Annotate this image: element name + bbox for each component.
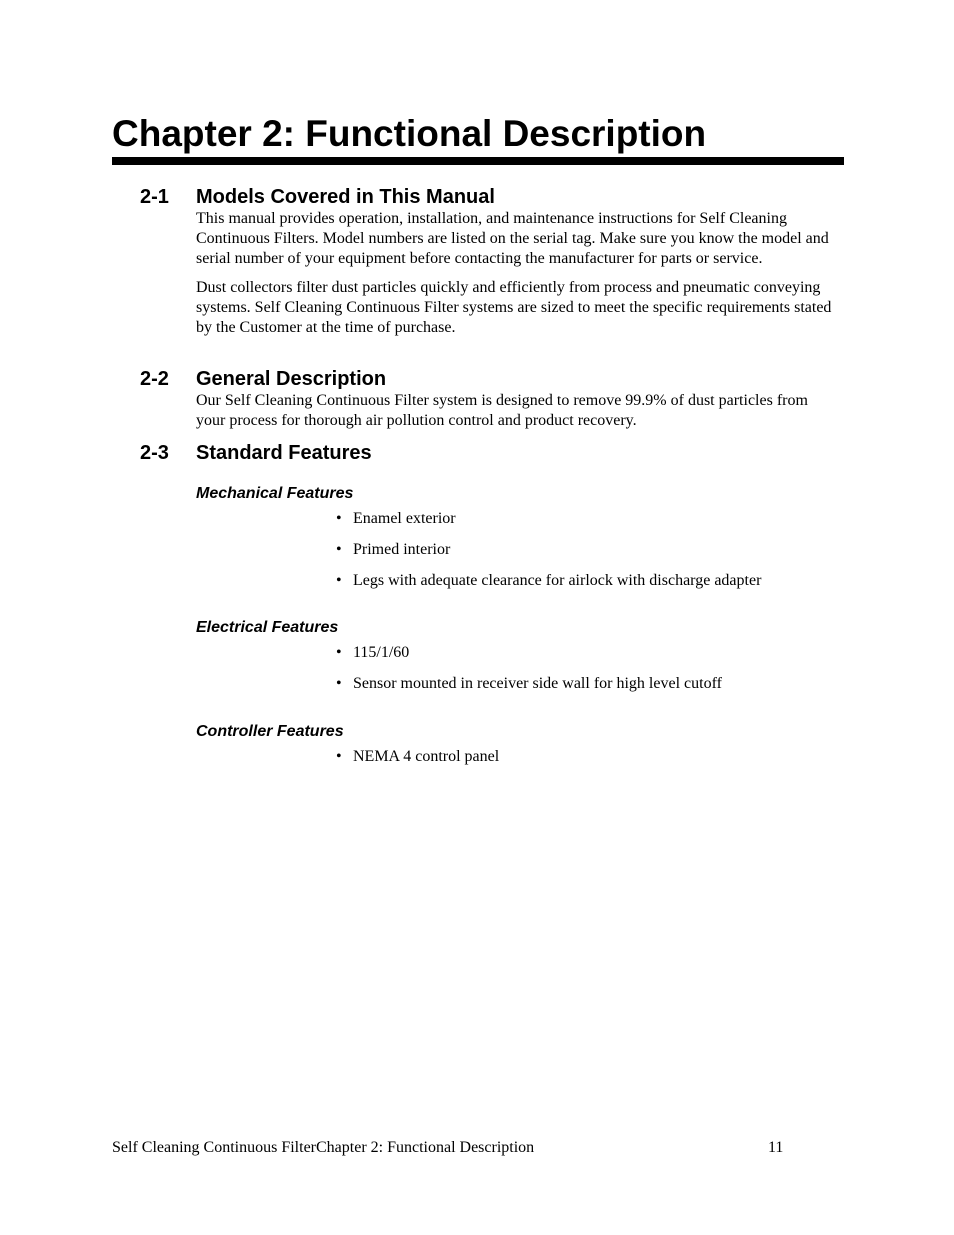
list-item: • Sensor mounted in receiver side wall for high level cutoff xyxy=(336,674,722,694)
list-item: • Primed interior xyxy=(336,540,761,560)
list-item: • 115/1/60 xyxy=(336,643,722,663)
electrical-features-list xyxy=(336,643,722,705)
section-2-1 xyxy=(140,185,840,347)
paragraph: Our Self Cleaning Continuous Filter system is designed to remove 99.9% of dust particles from your process for thorough air pollution control and product recovery. xyxy=(196,392,808,429)
chapter-title: Chapter 2: Functional Description xyxy=(112,113,707,154)
section-2-2 xyxy=(140,367,840,440)
paragraph: This manual provides operation, installation, and maintenance instructions for Self Cleaning Continuous Filters. Model numbers are listed on the serial tag. Make sure you know the model and serial number of your equipment before contacting the manufacturer for parts or service. xyxy=(196,210,829,267)
section-number: 2-3 xyxy=(140,442,169,464)
section-2-3 xyxy=(140,441,840,465)
section-number: 2-2 xyxy=(140,368,169,390)
mechanical-features-heading: Mechanical Features xyxy=(196,485,354,502)
section-heading xyxy=(140,441,840,465)
section-title: Standard Features xyxy=(196,442,372,464)
paragraph: Dust collectors filter dust particles quickly and efficiently from process and pneumatic conveying systems. Self Cleaning Continuous Filter systems are sized to meet the specific requirements stated by the Customer at the time of purchase. xyxy=(196,279,832,336)
electrical-features-heading: Electrical Features xyxy=(196,619,339,636)
mechanical-features-list xyxy=(336,509,761,602)
section-heading xyxy=(140,367,840,391)
section-title: Models Covered in This Manual xyxy=(196,186,495,208)
section-number: 2-1 xyxy=(140,186,169,208)
title-rule xyxy=(112,157,844,165)
controller-features-heading: Controller Features xyxy=(196,723,344,740)
section-heading xyxy=(140,185,840,209)
list-item: • NEMA 4 control panel xyxy=(336,747,499,767)
page-number: 11 xyxy=(768,1139,784,1156)
controller-features-list xyxy=(336,747,499,778)
list-item: • Legs with adequate clearance for airlock with discharge adapter xyxy=(336,571,761,591)
list-item: • Enamel exterior xyxy=(336,509,761,529)
footer-text: Self Cleaning Continuous FilterChapter 2: Functional Description xyxy=(112,1139,535,1156)
section-title: General Description xyxy=(196,368,387,390)
